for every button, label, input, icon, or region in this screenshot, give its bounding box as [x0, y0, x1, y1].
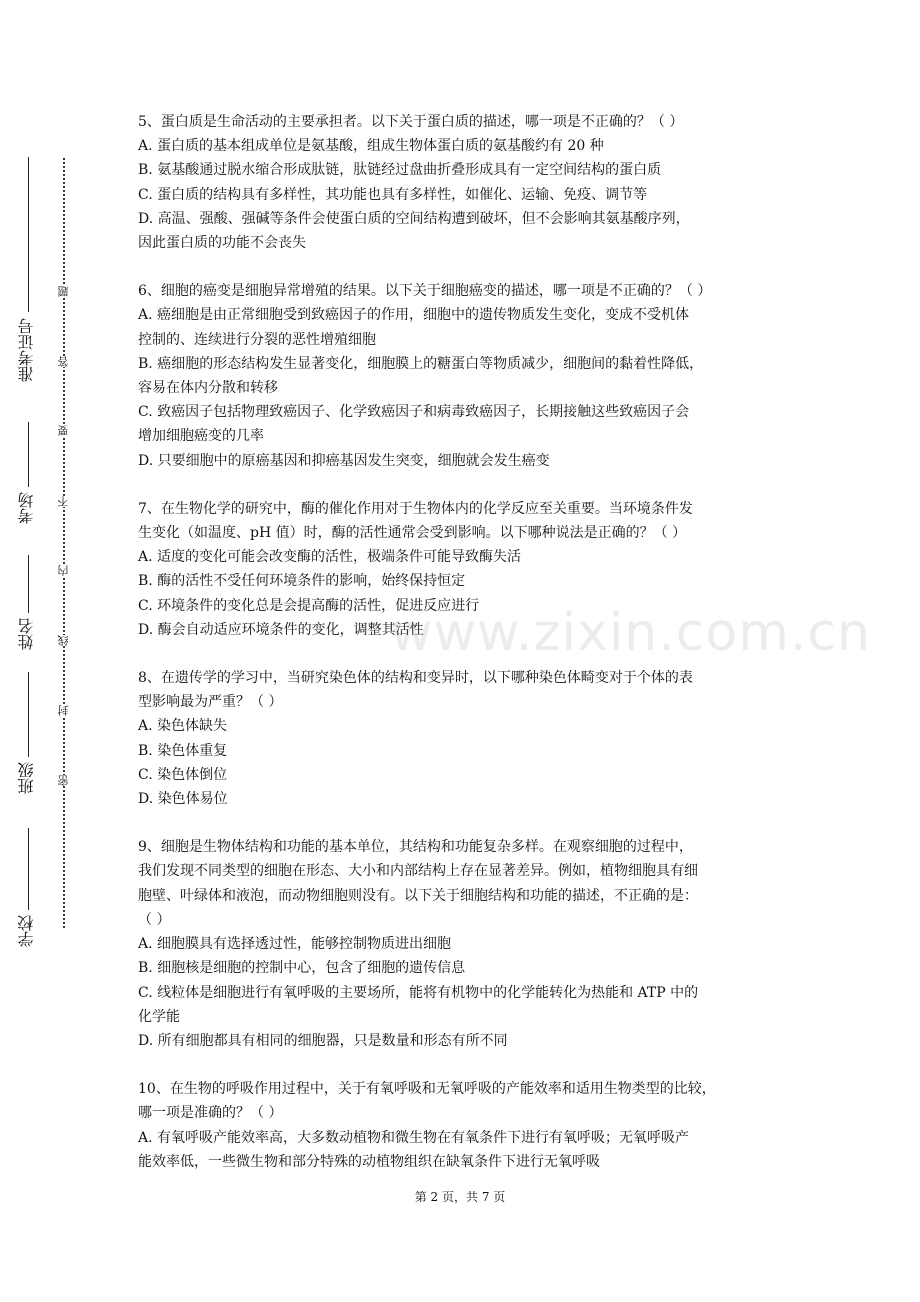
- field-exam-room-line: [28, 422, 29, 487]
- answer-option-line: B. 细胞核是细胞的控制中心，包含了细胞的遗传信息: [138, 960, 466, 977]
- answer-option-line: D. 只要细胞中的原癌基因和抑癌基因发生突变，细胞就会发生癌变: [138, 452, 550, 469]
- binding-margin: [0, 0, 120, 1302]
- answer-option-line: B. 氨基酸通过脱水缩合形成肽链，肽链经过盘曲折叠形成具有一定空间结构的蛋白质: [138, 162, 662, 179]
- question-block: [138, 497, 788, 642]
- answer-option-line: C. 环境条件的变化总是会提高酶的活性，促进反应进行: [138, 597, 480, 614]
- question-stem-line: 型影响最为严重？（ ）: [138, 694, 283, 711]
- answer-option-line: D. 高温、强酸、强碱等条件会使蛋白质的空间结构遭到破坏，但不会影响其氨基酸序列，: [138, 210, 690, 227]
- seal-char: 线: [57, 635, 70, 646]
- question-stem-line: 6、细胞的癌变是细胞异常增殖的结果。以下关于细胞癌变的描述，哪一项是不正确的？（ ）: [138, 283, 712, 300]
- question-stem-line: 哪一项是准确的？（ ）: [138, 1105, 283, 1122]
- question-stem-line: 胞壁、叶绿体和液泡，而动物细胞则没有。以下关于细胞结构和功能的描述，不正确的是：: [138, 887, 698, 904]
- answer-option-line: D. 染色体易位: [138, 791, 228, 808]
- field-name-line: [28, 555, 29, 613]
- field-school-label: 学校: [17, 915, 36, 947]
- question-stem-line: 生变化（如温度、pH 值）时，酶的活性通常会受到影响。以下哪种说法是正确的？（ ）: [138, 525, 687, 542]
- question-block: [138, 279, 788, 473]
- answer-option-line: A. 蛋白质的基本组成单位是氨基酸，组成生物体蛋白质的氨基酸约有 20 种: [138, 138, 604, 155]
- question-stem-line: 我们发现不同类型的细胞在形态、大小和内部结构上存在显著差异。例如，植物细胞具有细: [138, 863, 698, 880]
- question-block: [138, 110, 788, 255]
- answer-option-line: A. 染色体缺失: [138, 718, 228, 735]
- seal-char: 答: [57, 356, 70, 367]
- answer-option-line: C. 线粒体是细胞进行有氧呼吸的主要场所，能将有机物中的化学能转化为热能和 ATP 中的: [138, 984, 699, 1001]
- seal-char: 不: [57, 496, 70, 507]
- watermark: www.zixin.com.cn: [390, 603, 871, 663]
- answer-option-line: B. 酶的活性不受任何环境条件的影响，始终保持恒定: [138, 573, 466, 590]
- answer-option-line: C. 蛋白质的结构具有多样性，其功能也具有多样性，如催化、运输、免疫、调节等: [138, 186, 648, 203]
- answer-option-line: 容易在体内分散和转移: [138, 380, 278, 397]
- page-footer: 第 2 页，共 7 页: [414, 1190, 506, 1204]
- seal-dotted-line: [63, 158, 65, 928]
- question-stem-line: 8、在遗传学的学习中，当研究染色体的结构和变异时，以下哪种染色体畸变对于个体的表: [138, 670, 693, 687]
- answer-option-line: A. 细胞膜具有选择透过性，能够控制物质进出细胞: [138, 936, 452, 953]
- answer-option-line: 能效率低，一些微生物和部分特殊的动植物组织在缺氧条件下进行无氧呼吸: [138, 1153, 600, 1170]
- answer-option-line: B. 染色体重复: [138, 742, 228, 759]
- question-block: [138, 1077, 788, 1174]
- question-stem-line: 10、在生物的呼吸作用过程中，关于有氧呼吸和无氧呼吸的产能效率和适用生物类型的比较，: [138, 1081, 716, 1098]
- answer-option-line: 因此蛋白质的功能不会丧失: [138, 235, 306, 252]
- answer-option-line: A. 适度的变化可能会改变酶的活性，极端条件可能导致酶失活: [138, 549, 522, 566]
- answer-option-line: 增加细胞癌变的几率: [138, 428, 264, 445]
- answer-option-line: B. 癌细胞的形态结构发生显著变化，细胞膜上的糖蛋白等物质减少，细胞间的黏着性降低，: [138, 355, 704, 372]
- seal-char: 要: [57, 425, 70, 436]
- question-block: [138, 666, 788, 811]
- answer-option-line: D. 酶会自动适应环境条件的变化，调整其活性: [138, 621, 424, 638]
- question-stem-line: 9、细胞是生物体结构和功能的基本单位，其结构和功能复杂多样。在观察细胞的过程中，: [138, 839, 693, 856]
- answer-option-line: 控制的、连续进行分裂的恶性增殖细胞: [138, 331, 376, 348]
- question-stem-line: 7、在生物化学的研究中，酶的催化作用对于生物体内的化学反应至关重要。当环境条件发: [138, 500, 693, 517]
- field-exam-number-label: 准考证号: [17, 318, 36, 382]
- field-exam-number-line: [28, 157, 29, 312]
- answer-option-line: D. 所有细胞都具有相同的细胞器，只是数量和形态有所不同: [138, 1032, 508, 1049]
- answer-option-line: 化学能: [138, 1008, 180, 1025]
- field-exam-room-label: 考场: [17, 492, 36, 524]
- field-name-label: 姓名: [17, 618, 36, 650]
- question-list: [138, 110, 788, 1198]
- seal-char: 封: [57, 705, 70, 716]
- question-stem-line: 5、蛋白质是生命活动的主要承担者。以下关于蛋白质的描述，哪一项是不正确的？（ ）: [138, 114, 684, 130]
- field-school-line: [28, 828, 29, 910]
- field-class-label: 班级: [17, 762, 36, 794]
- question-stem-line: （ ）: [138, 911, 171, 928]
- seal-char: 内: [57, 565, 70, 576]
- answer-option-line: C. 染色体倒位: [138, 766, 228, 783]
- field-class-line: [28, 672, 29, 757]
- seal-char: 密: [57, 775, 70, 786]
- seal-char: 题: [57, 286, 70, 297]
- answer-option-line: A. 癌细胞是由正常细胞受到致癌因子的作用，细胞中的遗传物质发生变化，变成不受机体: [138, 307, 690, 324]
- answer-option-line: A. 有氧呼吸产能效率高，大多数动植物和微生物在有氧条件下进行有氧呼吸；无氧呼吸产: [138, 1129, 690, 1146]
- answer-option-line: C. 致癌因子包括物理致癌因子、化学致癌因子和病毒致癌因子，长期接触这些致癌因子会: [138, 404, 690, 421]
- question-block: [138, 835, 788, 1053]
